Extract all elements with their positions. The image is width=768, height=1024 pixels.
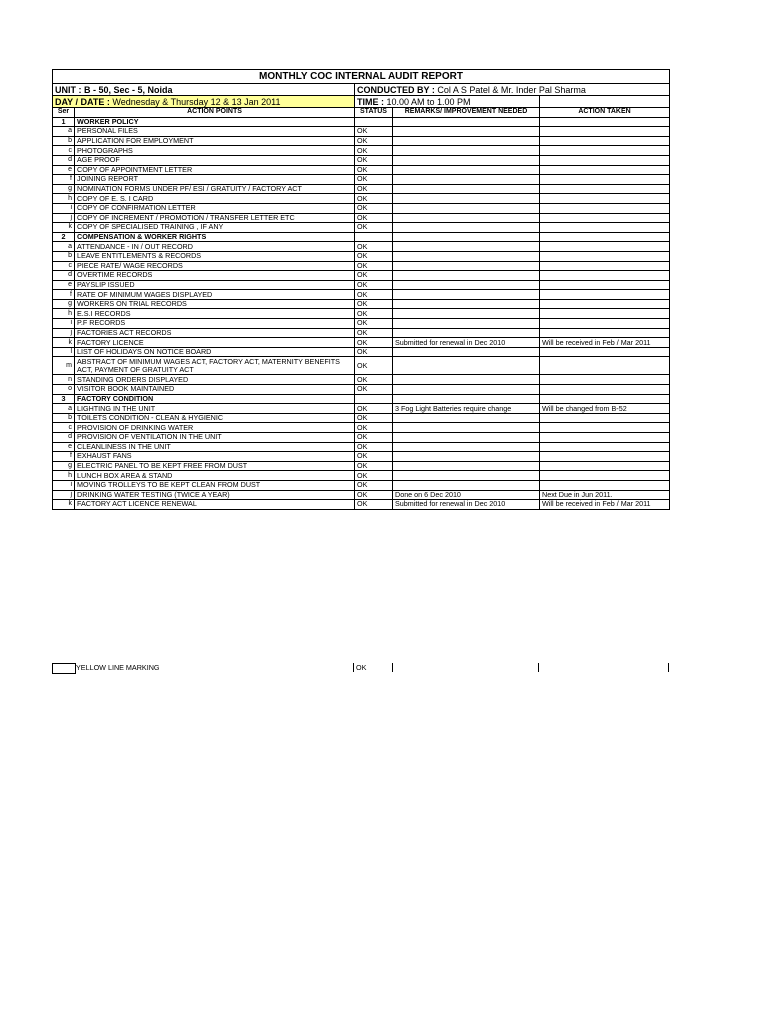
item-remarks xyxy=(393,347,540,357)
item-ser: i xyxy=(53,480,75,490)
item-action-point: PIECE RATE/ WAGE RECORDS xyxy=(75,261,355,271)
item-action-point: COPY OF SPECIALISED TRAINING , IF ANY xyxy=(75,223,355,233)
item-status: OK xyxy=(355,271,393,281)
item-status: OK xyxy=(355,213,393,223)
item-action-taken xyxy=(540,461,670,471)
item-status: OK xyxy=(355,280,393,290)
item-remarks xyxy=(393,184,540,194)
item-action-point: LIST OF HOLIDAYS ON NOTICE BOARD xyxy=(75,347,355,357)
item-status: OK xyxy=(355,146,393,156)
item-status: OK xyxy=(355,423,393,433)
item-action-taken xyxy=(540,203,670,213)
item-action-point: ELECTRIC PANEL TO BE KEPT FREE FROM DUST xyxy=(75,461,355,471)
item-remarks xyxy=(393,213,540,223)
column-header-row xyxy=(53,108,670,118)
stray-divider xyxy=(668,663,669,672)
item-remarks: Submitted for renewal in Dec 2010 xyxy=(393,338,540,348)
item-remarks xyxy=(393,146,540,156)
item-action-taken xyxy=(540,471,670,481)
item-ser: o xyxy=(53,385,75,395)
item-remarks xyxy=(393,433,540,443)
item-remarks: 3 Fog Light Batteries require change xyxy=(393,404,540,414)
item-action-point: ATTENDANCE - IN / OUT RECORD xyxy=(75,242,355,252)
table-row xyxy=(53,242,670,252)
item-action-taken xyxy=(540,136,670,146)
item-status: OK xyxy=(355,357,393,375)
item-action-point: STANDING ORDERS DISPLAYED xyxy=(75,375,355,385)
item-ser: m xyxy=(53,357,75,375)
col-header-remarks: REMARKS/ IMPROVEMENT NEEDED xyxy=(393,108,540,118)
item-action-taken xyxy=(540,347,670,357)
col-header-status: STATUS xyxy=(355,108,393,118)
item-remarks: Submitted for renewal in Dec 2010 xyxy=(393,500,540,510)
time-label: TIME : xyxy=(357,96,387,107)
item-status: OK xyxy=(355,251,393,261)
table-row xyxy=(53,136,670,146)
item-action-taken xyxy=(540,319,670,329)
table-row xyxy=(53,461,670,471)
time-cell xyxy=(355,96,540,108)
col-header-action-points: ACTION POINTS xyxy=(75,108,355,118)
day-label: DAY / DATE : xyxy=(55,96,113,107)
item-action-taken xyxy=(540,328,670,338)
conducted-by-cell xyxy=(355,84,670,96)
item-action-taken xyxy=(540,433,670,443)
table-row xyxy=(53,328,670,338)
item-action-taken xyxy=(540,423,670,433)
audit-report-table xyxy=(52,69,670,510)
date-row xyxy=(53,96,670,108)
item-action-point: VISITOR BOOK MAINTAINED xyxy=(75,385,355,395)
item-action-point: PHOTOGRAPHS xyxy=(75,146,355,156)
item-status: OK xyxy=(355,203,393,213)
item-action-point: E.S.I RECORDS xyxy=(75,309,355,319)
item-ser: j xyxy=(53,490,75,500)
item-remarks xyxy=(393,251,540,261)
item-ser: h xyxy=(53,471,75,481)
title-row xyxy=(53,70,670,84)
item-ser: l xyxy=(53,347,75,357)
item-action-point: APPLICATION FOR EMPLOYMENT xyxy=(75,136,355,146)
table-row xyxy=(53,280,670,290)
item-ser: d xyxy=(53,155,75,165)
item-remarks xyxy=(393,413,540,423)
item-action-taken xyxy=(540,127,670,137)
remarks-cell xyxy=(393,394,540,404)
table-row xyxy=(53,347,670,357)
item-action-taken xyxy=(540,357,670,375)
item-status: OK xyxy=(355,165,393,175)
status-cell xyxy=(355,117,393,127)
item-action-point: WORKERS ON TRIAL RECORDS xyxy=(75,299,355,309)
item-ser: i xyxy=(53,319,75,329)
item-ser: k xyxy=(53,223,75,233)
item-action-taken xyxy=(540,184,670,194)
status-cell xyxy=(355,394,393,404)
item-action-taken: Next Due in Jun 2011. xyxy=(540,490,670,500)
stray-divider xyxy=(538,663,539,672)
item-status: OK xyxy=(355,136,393,146)
item-status: OK xyxy=(355,309,393,319)
stray-divider xyxy=(392,663,393,672)
item-status: OK xyxy=(355,385,393,395)
item-status: OK xyxy=(355,290,393,300)
action-cell xyxy=(540,232,670,242)
item-status: OK xyxy=(355,319,393,329)
item-action-taken xyxy=(540,442,670,452)
item-action-taken xyxy=(540,223,670,233)
table-row xyxy=(53,184,670,194)
item-action-point: COPY OF E. S. I CARD xyxy=(75,194,355,204)
item-status: OK xyxy=(355,471,393,481)
table-row xyxy=(53,385,670,395)
item-remarks xyxy=(393,385,540,395)
table-row xyxy=(53,338,670,348)
table-row xyxy=(53,319,670,329)
item-ser: d xyxy=(53,433,75,443)
item-ser: n xyxy=(53,375,75,385)
item-ser: h xyxy=(53,194,75,204)
item-action-point: ABSTRACT OF MINIMUM WAGES ACT, FACTORY ACT, MATERNITY BENEFITS ACT, PAYMENT OF GRATUITY ACT xyxy=(75,357,355,375)
item-status: OK xyxy=(355,155,393,165)
item-action-point: TOILETS CONDITION - CLEAN & HYGIENIC xyxy=(75,413,355,423)
item-action-point: PERSONAL FILES xyxy=(75,127,355,137)
empty-cell xyxy=(540,96,670,108)
item-action-taken xyxy=(540,242,670,252)
section-row xyxy=(53,232,670,242)
item-ser: f xyxy=(53,175,75,185)
table-row xyxy=(53,452,670,462)
item-action-point: FACTORY ACT LICENCE RENEWAL xyxy=(75,500,355,510)
action-cell xyxy=(540,394,670,404)
item-status: OK xyxy=(355,375,393,385)
item-remarks xyxy=(393,375,540,385)
item-ser: j xyxy=(53,213,75,223)
item-ser: h xyxy=(53,309,75,319)
item-remarks xyxy=(393,452,540,462)
table-row xyxy=(53,203,670,213)
remarks-cell xyxy=(393,232,540,242)
item-remarks xyxy=(393,423,540,433)
item-ser: b xyxy=(53,251,75,261)
conducted-label: CONDUCTED BY : xyxy=(357,84,438,95)
table-row xyxy=(53,251,670,261)
table-row xyxy=(53,271,670,281)
item-remarks xyxy=(393,328,540,338)
item-action-taken xyxy=(540,480,670,490)
item-ser: g xyxy=(53,184,75,194)
table-row xyxy=(53,404,670,414)
section-title: COMPENSATION & WORKER RIGHTS xyxy=(75,232,355,242)
conducted-value: Col A S Patel & Mr. Inder Pal Sharma xyxy=(437,84,586,95)
table-row xyxy=(53,480,670,490)
item-action-point: NOMINATION FORMS UNDER PF/ ESI / GRATUITY / FACTORY ACT xyxy=(75,184,355,194)
item-action-taken: Will be received in Feb / Mar 2011 xyxy=(540,500,670,510)
item-action-point: P.F RECORDS xyxy=(75,319,355,329)
table-row xyxy=(53,223,670,233)
item-remarks xyxy=(393,461,540,471)
item-status: OK xyxy=(355,461,393,471)
item-action-taken xyxy=(540,309,670,319)
item-action-taken: Will be changed from B-52 xyxy=(540,404,670,414)
table-row xyxy=(53,433,670,443)
table-row xyxy=(53,213,670,223)
item-action-taken xyxy=(540,452,670,462)
item-ser: e xyxy=(53,165,75,175)
item-action-point: MOVING TROLLEYS TO BE KEPT CLEAN FROM DUST xyxy=(75,480,355,490)
stray-ser-box xyxy=(52,663,76,674)
item-ser: b xyxy=(53,413,75,423)
item-action-point: FACTORY LICENCE xyxy=(75,338,355,348)
item-action-taken xyxy=(540,146,670,156)
item-action-point: EXHAUST FANS xyxy=(75,452,355,462)
item-action-point: JOINING REPORT xyxy=(75,175,355,185)
section-number: 1 xyxy=(53,117,75,127)
item-remarks xyxy=(393,203,540,213)
item-status: OK xyxy=(355,175,393,185)
item-status: OK xyxy=(355,184,393,194)
item-action-point: FACTORIES ACT RECORDS xyxy=(75,328,355,338)
remarks-cell xyxy=(393,117,540,127)
item-action-point: LIGHTING IN THE UNIT xyxy=(75,404,355,414)
item-remarks xyxy=(393,127,540,137)
item-action-taken xyxy=(540,385,670,395)
table-row xyxy=(53,194,670,204)
section-row xyxy=(53,117,670,127)
section-title: WORKER POLICY xyxy=(75,117,355,127)
item-action-taken xyxy=(540,213,670,223)
item-action-point: PROVISION OF VENTILATION IN THE UNIT xyxy=(75,433,355,443)
table-row xyxy=(53,471,670,481)
item-action-point: COPY OF APPOINTMENT LETTER xyxy=(75,165,355,175)
item-remarks xyxy=(393,290,540,300)
table-row xyxy=(53,500,670,510)
unit-label: UNIT : B - 50, Sec - 5, Noida xyxy=(55,84,173,95)
table-row xyxy=(53,127,670,137)
item-status: OK xyxy=(355,480,393,490)
item-remarks xyxy=(393,242,540,252)
item-status: OK xyxy=(355,261,393,271)
item-status: OK xyxy=(355,413,393,423)
item-ser: k xyxy=(53,338,75,348)
item-status: OK xyxy=(355,127,393,137)
table-row xyxy=(53,357,670,375)
item-remarks xyxy=(393,357,540,375)
unit-cell xyxy=(53,84,355,96)
item-ser: a xyxy=(53,242,75,252)
day-date-cell xyxy=(53,96,355,108)
item-remarks xyxy=(393,271,540,281)
item-action-taken xyxy=(540,251,670,261)
item-ser: f xyxy=(53,290,75,300)
time-value: 10.00 AM to 1.00 PM xyxy=(386,96,471,107)
item-status: OK xyxy=(355,223,393,233)
item-action-taken xyxy=(540,175,670,185)
item-ser: g xyxy=(53,461,75,471)
item-remarks xyxy=(393,165,540,175)
item-ser: a xyxy=(53,127,75,137)
item-remarks xyxy=(393,136,540,146)
item-ser: k xyxy=(53,500,75,510)
item-action-point: RATE OF MINIMUM WAGES DISPLAYED xyxy=(75,290,355,300)
item-ser: c xyxy=(53,423,75,433)
section-row xyxy=(53,394,670,404)
item-action-point: COPY OF INCREMENT / PROMOTION / TRANSFER LETTER ETC xyxy=(75,213,355,223)
item-status: OK xyxy=(355,500,393,510)
table-row xyxy=(53,290,670,300)
col-header-ser: Ser xyxy=(53,108,75,118)
section-number: 3 xyxy=(53,394,75,404)
item-remarks xyxy=(393,280,540,290)
item-action-point: LUNCH BOX AREA & STAND xyxy=(75,471,355,481)
item-ser: a xyxy=(53,404,75,414)
stray-row-status: OK xyxy=(356,663,367,672)
table-row xyxy=(53,261,670,271)
item-action-point: PAYSLIP ISSUED xyxy=(75,280,355,290)
table-row xyxy=(53,375,670,385)
item-remarks xyxy=(393,471,540,481)
item-ser: i xyxy=(53,203,75,213)
report-title: MONTHLY COC INTERNAL AUDIT REPORT xyxy=(53,70,670,84)
item-action-point: AGE PROOF xyxy=(75,155,355,165)
item-status: OK xyxy=(355,338,393,348)
item-ser: f xyxy=(53,452,75,462)
status-cell xyxy=(355,232,393,242)
item-action-taken xyxy=(540,165,670,175)
item-action-taken xyxy=(540,299,670,309)
item-ser: c xyxy=(53,146,75,156)
table-row xyxy=(53,413,670,423)
item-remarks xyxy=(393,299,540,309)
item-action-point: COPY OF CONFIRMATION LETTER xyxy=(75,203,355,213)
section-number: 2 xyxy=(53,232,75,242)
item-status: OK xyxy=(355,452,393,462)
item-action-taken xyxy=(540,290,670,300)
item-action-point: LEAVE ENTITLEMENTS & RECORDS xyxy=(75,251,355,261)
table-row xyxy=(53,175,670,185)
item-ser: e xyxy=(53,442,75,452)
stray-row-label: YELLOW LINE MARKING xyxy=(76,663,160,672)
item-action-taken: Will be received in Feb / Mar 2011 xyxy=(540,338,670,348)
unit-row xyxy=(53,84,670,96)
table-row xyxy=(53,155,670,165)
item-remarks xyxy=(393,319,540,329)
table-row xyxy=(53,299,670,309)
table-row xyxy=(53,490,670,500)
item-status: OK xyxy=(355,194,393,204)
item-action-taken xyxy=(540,413,670,423)
item-remarks xyxy=(393,442,540,452)
item-action-taken xyxy=(540,375,670,385)
item-status: OK xyxy=(355,242,393,252)
item-status: OK xyxy=(355,490,393,500)
item-action-taken xyxy=(540,261,670,271)
item-remarks xyxy=(393,480,540,490)
item-status: OK xyxy=(355,442,393,452)
item-remarks xyxy=(393,309,540,319)
table-row xyxy=(53,165,670,175)
item-action-point: OVERTIME RECORDS xyxy=(75,271,355,281)
item-remarks: Done on 6 Dec 2010 xyxy=(393,490,540,500)
item-remarks xyxy=(393,194,540,204)
table-row xyxy=(53,146,670,156)
item-status: OK xyxy=(355,404,393,414)
action-cell xyxy=(540,117,670,127)
item-ser: j xyxy=(53,328,75,338)
item-ser: c xyxy=(53,261,75,271)
stray-divider xyxy=(353,663,354,672)
item-remarks xyxy=(393,155,540,165)
table-row xyxy=(53,309,670,319)
item-status: OK xyxy=(355,328,393,338)
item-remarks xyxy=(393,261,540,271)
table-row xyxy=(53,442,670,452)
item-action-taken xyxy=(540,271,670,281)
table-row xyxy=(53,423,670,433)
col-header-action-taken: ACTION TAKEN xyxy=(540,108,670,118)
day-value: Wednesday & Thursday 12 & 13 Jan 2011 xyxy=(112,96,281,107)
item-status: OK xyxy=(355,347,393,357)
section-title: FACTORY CONDITION xyxy=(75,394,355,404)
item-ser: e xyxy=(53,280,75,290)
item-action-point: DRINKING WATER TESTING (TWICE A YEAR) xyxy=(75,490,355,500)
item-remarks xyxy=(393,223,540,233)
item-status: OK xyxy=(355,299,393,309)
item-remarks xyxy=(393,175,540,185)
item-action-taken xyxy=(540,280,670,290)
item-status: OK xyxy=(355,433,393,443)
item-ser: g xyxy=(53,299,75,309)
item-ser: b xyxy=(53,136,75,146)
item-action-point: PROVISION OF DRINKING WATER xyxy=(75,423,355,433)
item-action-taken xyxy=(540,194,670,204)
item-ser: d xyxy=(53,271,75,281)
item-action-taken xyxy=(540,155,670,165)
item-action-point: CLEANLINESS IN THE UNIT xyxy=(75,442,355,452)
